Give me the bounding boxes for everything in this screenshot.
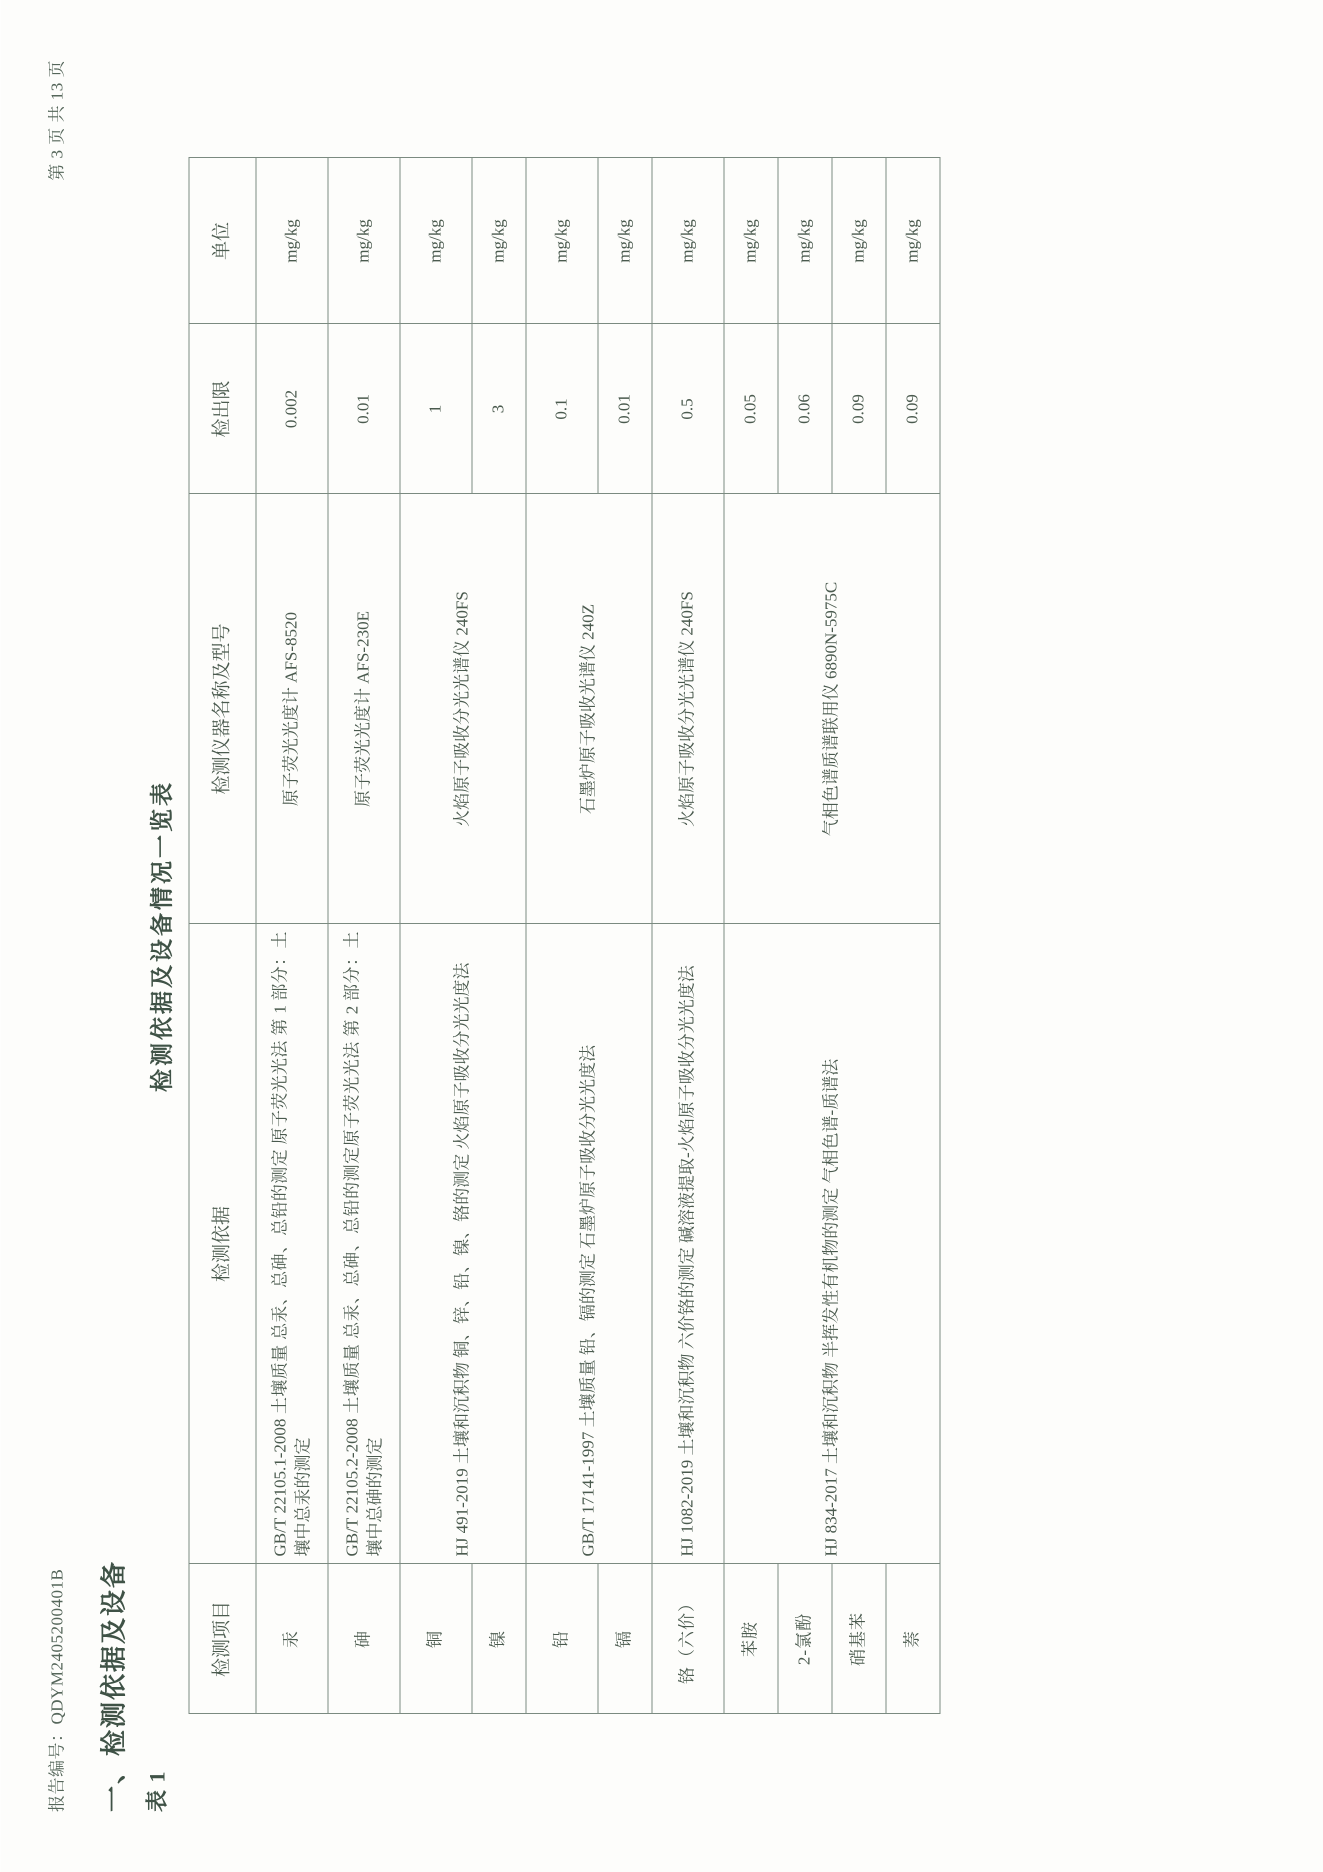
cell-instrument: 火焰原子吸收分光光谱仪 240FS	[400, 494, 526, 924]
cell-item: 汞	[256, 1564, 328, 1714]
table-row	[526, 158, 598, 1714]
cell-item: 镉	[598, 1564, 652, 1714]
cell-item: 铬（六价）	[652, 1564, 724, 1714]
table-title: 检测依据及设备情况一览表	[149, 780, 174, 1092]
cell-lod: 3	[472, 324, 526, 494]
cell-lod: 0.01	[598, 324, 652, 494]
cell-basis: GB/T 22105.1-2008 土壤质量 总汞、总砷、总铅的测定 原子荧光光法 第 1 部分：土壤中总汞的测定	[256, 924, 328, 1564]
cell-instrument: 原子荧光光度计 AFS-230E	[328, 494, 400, 924]
cell-instrument: 石墨炉原子吸收光谱仪 240Z	[526, 494, 652, 924]
cell-lod: 0.002	[256, 324, 328, 494]
cell-unit: mg/kg	[778, 158, 832, 324]
cell-instrument: 气相色谱质谱联用仪 6890N-5975C	[724, 494, 940, 924]
table-row	[400, 158, 472, 1714]
col-header-item: 检测项目	[189, 1564, 256, 1714]
report-number: 报告编号：QDYM2405200401B	[47, 1568, 66, 1812]
page-header	[42, 60, 67, 1812]
cell-item: 砷	[328, 1564, 400, 1714]
col-header-lod: 检出限	[189, 324, 256, 494]
page-number: 第 3 页 共 13 页	[47, 60, 66, 181]
cell-lod: 0.06	[778, 324, 832, 494]
methods-equipment-table	[188, 158, 940, 1715]
cell-item: 镍	[472, 1564, 526, 1714]
cell-basis: HJ 1082-2019 土壤和沉积物 六价铬的测定 碱溶液提取-火焰原子吸收分光光度法	[652, 924, 724, 1564]
cell-instrument: 原子荧光光度计 AFS-8520	[256, 494, 328, 924]
cell-unit: mg/kg	[472, 158, 526, 324]
col-header-instrument: 检测仪器名称及型号	[189, 494, 256, 924]
cell-unit: mg/kg	[400, 158, 472, 324]
cell-lod: 1	[400, 324, 472, 494]
cell-item: 硝基苯	[832, 1564, 886, 1714]
cell-lod: 0.5	[652, 324, 724, 494]
cell-unit: mg/kg	[886, 158, 940, 324]
table-row	[724, 158, 778, 1714]
table-row	[652, 158, 724, 1714]
cell-basis: GB/T 22105.2-2008 土壤质量 总汞、总砷、总铅的测定原子荧光光法 第 2 部分：土壤中总砷的测定	[328, 924, 400, 1564]
col-header-basis: 检测依据	[189, 924, 256, 1564]
col-header-unit: 单位	[189, 158, 256, 324]
table-caption: 表 1	[144, 1770, 169, 1812]
cell-lod: 0.05	[724, 324, 778, 494]
cell-unit: mg/kg	[328, 158, 400, 324]
cell-instrument: 火焰原子吸收分光光谱仪 240FS	[652, 494, 724, 924]
cell-item: 萘	[886, 1564, 940, 1714]
cell-item: 铜	[400, 1564, 472, 1714]
cell-unit: mg/kg	[724, 158, 778, 324]
cell-unit: mg/kg	[598, 158, 652, 324]
cell-unit: mg/kg	[526, 158, 598, 324]
cell-item: 2-氯酚	[778, 1564, 832, 1714]
table-header-row	[189, 158, 256, 1714]
cell-unit: mg/kg	[832, 158, 886, 324]
cell-basis: HJ 834-2017 土壤和沉积物 半挥发性有机物的测定 气相色谱-质谱法	[724, 924, 940, 1564]
table-row	[256, 158, 328, 1714]
cell-basis: HJ 491-2019 土壤和沉积物 铜、锌、铅、镍、铬的测定 火焰原子吸收分光光度法	[400, 924, 526, 1564]
cell-unit: mg/kg	[256, 158, 328, 324]
cell-lod: 0.01	[328, 324, 400, 494]
cell-lod: 0.1	[526, 324, 598, 494]
cell-lod: 0.09	[886, 324, 940, 494]
cell-item: 铅	[526, 1564, 598, 1714]
section-heading: 一、检测依据及设备	[99, 1559, 128, 1812]
cell-unit: mg/kg	[652, 158, 724, 324]
cell-item: 苯胺	[724, 1564, 778, 1714]
table-row	[328, 158, 400, 1714]
cell-lod: 0.09	[832, 324, 886, 494]
cell-basis: GB/T 17141-1997 土壤质量 铅、镉的测定 石墨炉原子吸收分光光度法	[526, 924, 652, 1564]
